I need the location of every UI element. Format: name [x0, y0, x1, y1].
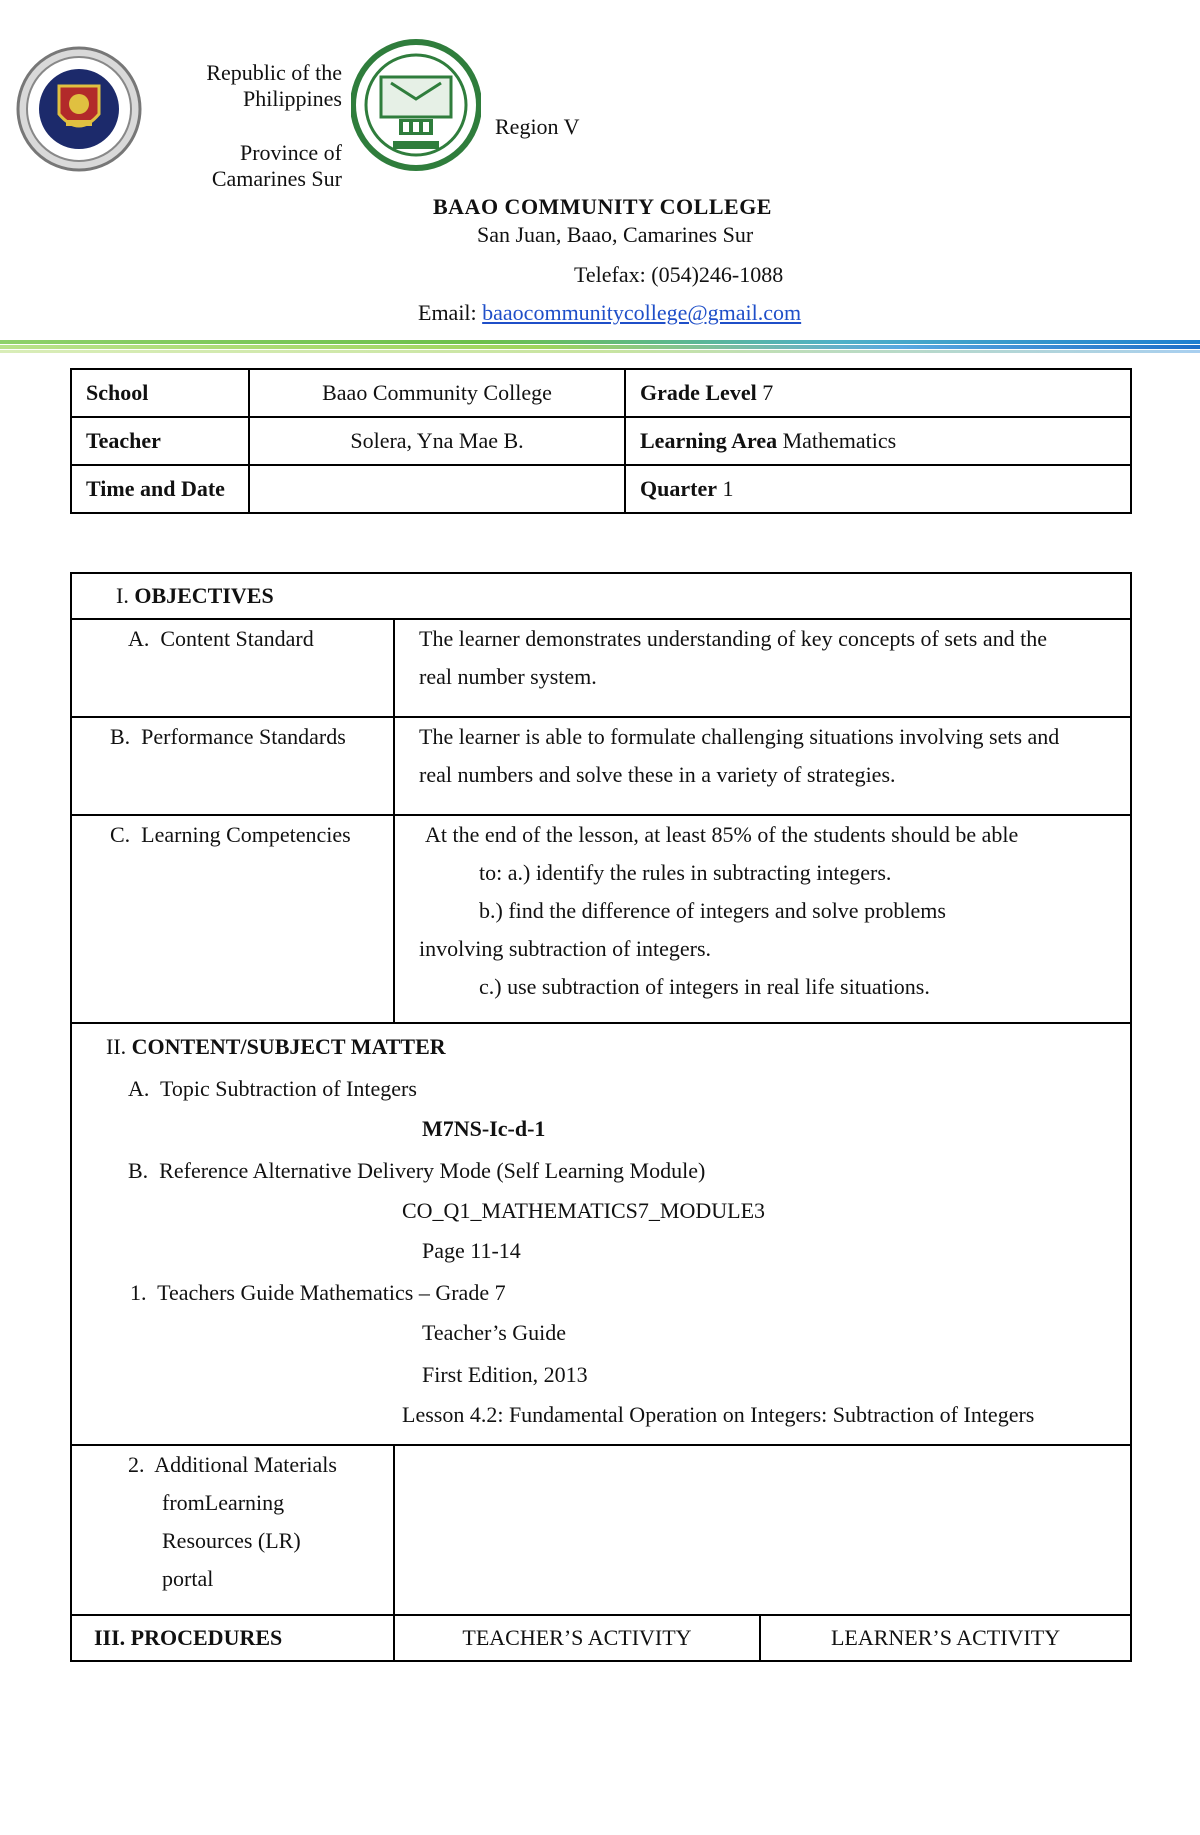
content-standard-line: real number system.	[419, 664, 597, 689]
grade-level-cell	[625, 369, 1131, 417]
objectives-heading-row	[71, 573, 1131, 619]
republic-text: Republic of the Philippines	[206, 60, 342, 111]
teachers-guide-line: 1. Teachers Guide Mathematics – Grade 7	[130, 1280, 506, 1305]
quarter-value: 1	[722, 476, 734, 501]
additional-materials-row	[71, 1445, 1131, 1615]
learning-area-value: Mathematics	[782, 428, 897, 453]
competency-line: b.) find the difference of integers and solve problems	[479, 898, 946, 923]
content-standard-line: The learner demonstrates understanding of key concepts of sets and the	[419, 626, 1048, 651]
reference-line: B. Reference Alternative Delivery Mode (Self Learning Module)	[128, 1158, 706, 1183]
college-email-line	[418, 300, 801, 326]
performance-standard-label: B. Performance Standards	[71, 717, 394, 815]
additional-materials-line: fromLearning	[162, 1490, 285, 1515]
additional-materials-line: Resources (LR)	[162, 1528, 301, 1553]
teachers-guide-title: Teacher’s Guide	[422, 1320, 567, 1345]
content-heading-text: CONTENT/SUBJECT MATTER	[131, 1034, 446, 1059]
competency-code: M7NS-Ic-d-1	[422, 1116, 546, 1141]
email-label: Email:	[418, 300, 477, 325]
performance-standard-text	[394, 717, 1131, 815]
time-date-label: Time and Date	[71, 465, 249, 513]
content-standard-text	[394, 619, 1131, 717]
school-value: Baao Community College	[249, 369, 625, 417]
time-date-value	[249, 465, 625, 513]
lesson-line: Lesson 4.2: Fundamental Operation on Integers: Subtraction of Integers	[402, 1402, 1035, 1427]
grade-level-label: Grade Level	[640, 380, 757, 405]
topic-line: A. Topic Subtraction of Integers	[128, 1076, 417, 1101]
additional-materials-line: 2. Additional Materials	[128, 1452, 337, 1477]
performance-standard-row	[71, 717, 1131, 815]
teacher-value: Solera, Yna Mae B.	[249, 417, 625, 465]
lesson-info-table	[70, 368, 1132, 514]
lesson-plan-table	[70, 572, 1132, 1662]
performance-standard-line: The learner is able to formulate challenging situations involving sets and	[419, 724, 1060, 749]
additional-materials-value	[394, 1445, 1131, 1615]
edition-line: First Edition, 2013	[422, 1362, 588, 1387]
province-text: Province of Camarines Sur	[211, 140, 342, 191]
module-code: CO_Q1_MATHEMATICS7_MODULE3	[402, 1198, 766, 1223]
competency-line: to: a.) identify the rules in subtracting integers.	[479, 860, 892, 885]
learning-area-cell	[625, 417, 1131, 465]
quarter-cell	[625, 465, 1131, 513]
teacher-activity-header: TEACHER’S ACTIVITY	[394, 1615, 760, 1661]
content-subject-cell	[71, 1023, 1131, 1445]
region-seal-logo	[351, 37, 481, 173]
additional-materials-label	[71, 1445, 394, 1615]
college-telefax: Telefax: (054)246-1088	[574, 262, 784, 287]
performance-standard-line: real numbers and solve these in a variety of strategies.	[419, 762, 896, 787]
college-name: BAAO COMMUNITY COLLEGE	[433, 194, 772, 219]
competency-line: At the end of the lesson, at least 85% of the students should be able	[425, 822, 1019, 847]
learning-competencies-text	[394, 815, 1131, 1023]
quarter-label: Quarter	[640, 476, 717, 501]
header-divider-top	[0, 340, 1200, 344]
content-subject-row	[71, 1023, 1131, 1445]
content-standard-label: A. Content Standard	[71, 619, 394, 717]
content-standard-row	[71, 619, 1131, 717]
teacher-label: Teacher	[71, 417, 249, 465]
email-link[interactable]: baaocommunitycollege@gmail.com	[482, 300, 802, 325]
page-range: Page 11-14	[422, 1238, 521, 1263]
additional-materials-line: portal	[162, 1566, 214, 1591]
learning-competencies-label: C. Learning Competencies	[71, 815, 394, 1023]
school-label: School	[71, 369, 249, 417]
header-divider-mid	[0, 345, 1200, 349]
content-heading	[106, 1034, 446, 1060]
college-address: San Juan, Baao, Camarines Sur	[477, 222, 754, 247]
objectives-heading-num: I.	[116, 583, 129, 608]
content-heading-num: II.	[106, 1034, 127, 1059]
learning-area-label: Learning Area	[640, 428, 778, 453]
college-seal-logo	[14, 46, 144, 172]
learner-activity-header: LEARNER’S ACTIVITY	[760, 1615, 1131, 1661]
procedures-heading: III. PROCEDURES	[71, 1615, 394, 1661]
objectives-heading: OBJECTIVES	[134, 583, 274, 608]
region-text: Region V	[495, 114, 580, 139]
grade-level-value: 7	[762, 380, 774, 405]
competency-line: involving subtraction of integers.	[419, 936, 712, 961]
learning-competencies-row	[71, 815, 1131, 1023]
competency-line: c.) use subtraction of integers in real life situations.	[479, 974, 930, 999]
header-divider-bottom	[0, 350, 1200, 353]
procedures-row	[71, 1615, 1131, 1661]
